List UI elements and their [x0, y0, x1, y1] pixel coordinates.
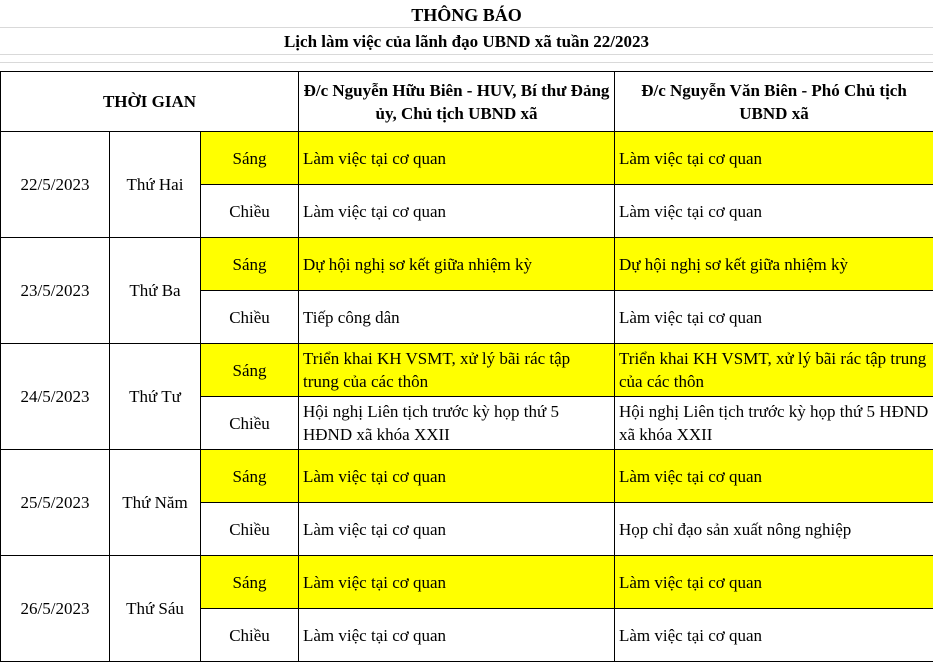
leader2-activity-cell: Dự hội nghị sơ kết giữa nhiệm kỳ	[615, 238, 933, 291]
leader2-activity-cell: Triển khai KH VSMT, xử lý bãi rác tập trung của các thôn	[615, 344, 933, 397]
leader2-activity-cell: Làm việc tại cơ quan	[615, 450, 933, 503]
weekday-cell: Thứ Ba	[110, 238, 201, 344]
schedule-table	[0, 71, 933, 662]
sheet-gridline	[0, 62, 933, 63]
weekday-cell: Thứ Năm	[110, 450, 201, 556]
date-cell: 24/5/2023	[1, 344, 110, 450]
leader2-activity-cell: Họp chỉ đạo sản xuất nông nghiệp	[615, 503, 933, 556]
leader2-activity-cell: Làm việc tại cơ quan	[615, 132, 933, 185]
sheet-gridline	[0, 54, 933, 55]
header-row	[1, 72, 933, 132]
session-morning-cell: Sáng	[201, 132, 299, 185]
session-afternoon-cell: Chiều	[201, 397, 299, 450]
leader2-activity-cell: Hội nghị Liên tịch trước kỳ họp thứ 5 HĐND xã khóa XXII	[615, 397, 933, 450]
header-time: THỜI GIAN	[1, 72, 299, 132]
weekday-cell: Thứ Sáu	[110, 556, 201, 662]
leader1-activity-cell: Triển khai KH VSMT, xử lý bãi rác tập trung của các thôn	[299, 344, 615, 397]
weekday-cell: Thứ Tư	[110, 344, 201, 450]
leader1-activity-cell: Làm việc tại cơ quan	[299, 609, 615, 662]
leader1-activity-cell: Tiếp công dân	[299, 291, 615, 344]
header-leader-1: Đ/c Nguyễn Hữu Biên - HUV, Bí thư Đảng ủy, Chủ tịch UBND xã	[299, 72, 615, 132]
leader1-activity-cell: Dự hội nghị sơ kết giữa nhiệm kỳ	[299, 238, 615, 291]
notice-title: THÔNG BÁO	[411, 5, 522, 25]
morning-row	[1, 132, 933, 185]
sheet-gridline	[0, 27, 933, 28]
date-cell: 23/5/2023	[1, 238, 110, 344]
morning-row	[1, 450, 933, 503]
header-leader-2: Đ/c Nguyễn Văn Biên - Phó Chủ tịch UBND xã	[615, 72, 933, 132]
notice-subtitle: Lịch làm việc của lãnh đạo UBND xã tuần 22/2023	[283, 32, 650, 51]
leader2-activity-cell: Làm việc tại cơ quan	[615, 185, 933, 238]
leader2-activity-cell: Làm việc tại cơ quan	[615, 291, 933, 344]
session-afternoon-cell: Chiều	[201, 503, 299, 556]
morning-row	[1, 556, 933, 609]
weekday-cell: Thứ Hai	[110, 132, 201, 238]
morning-row	[1, 238, 933, 291]
session-morning-cell: Sáng	[201, 344, 299, 397]
session-morning-cell: Sáng	[201, 556, 299, 609]
leader1-activity-cell: Hội nghị Liên tịch trước kỳ họp thứ 5 HĐND xã khóa XXII	[299, 397, 615, 450]
leader1-activity-cell: Làm việc tại cơ quan	[299, 450, 615, 503]
session-morning-cell: Sáng	[201, 450, 299, 503]
date-cell: 22/5/2023	[1, 132, 110, 238]
leader1-activity-cell: Làm việc tại cơ quan	[299, 556, 615, 609]
leader1-activity-cell: Làm việc tại cơ quan	[299, 503, 615, 556]
session-afternoon-cell: Chiều	[201, 185, 299, 238]
session-afternoon-cell: Chiều	[201, 609, 299, 662]
leader1-activity-cell: Làm việc tại cơ quan	[299, 185, 615, 238]
leader1-activity-cell: Làm việc tại cơ quan	[299, 132, 615, 185]
leader2-activity-cell: Làm việc tại cơ quan	[615, 609, 933, 662]
date-cell: 25/5/2023	[1, 450, 110, 556]
session-afternoon-cell: Chiều	[201, 291, 299, 344]
leader2-activity-cell: Làm việc tại cơ quan	[615, 556, 933, 609]
morning-row	[1, 344, 933, 397]
date-cell: 26/5/2023	[1, 556, 110, 662]
session-morning-cell: Sáng	[201, 238, 299, 291]
